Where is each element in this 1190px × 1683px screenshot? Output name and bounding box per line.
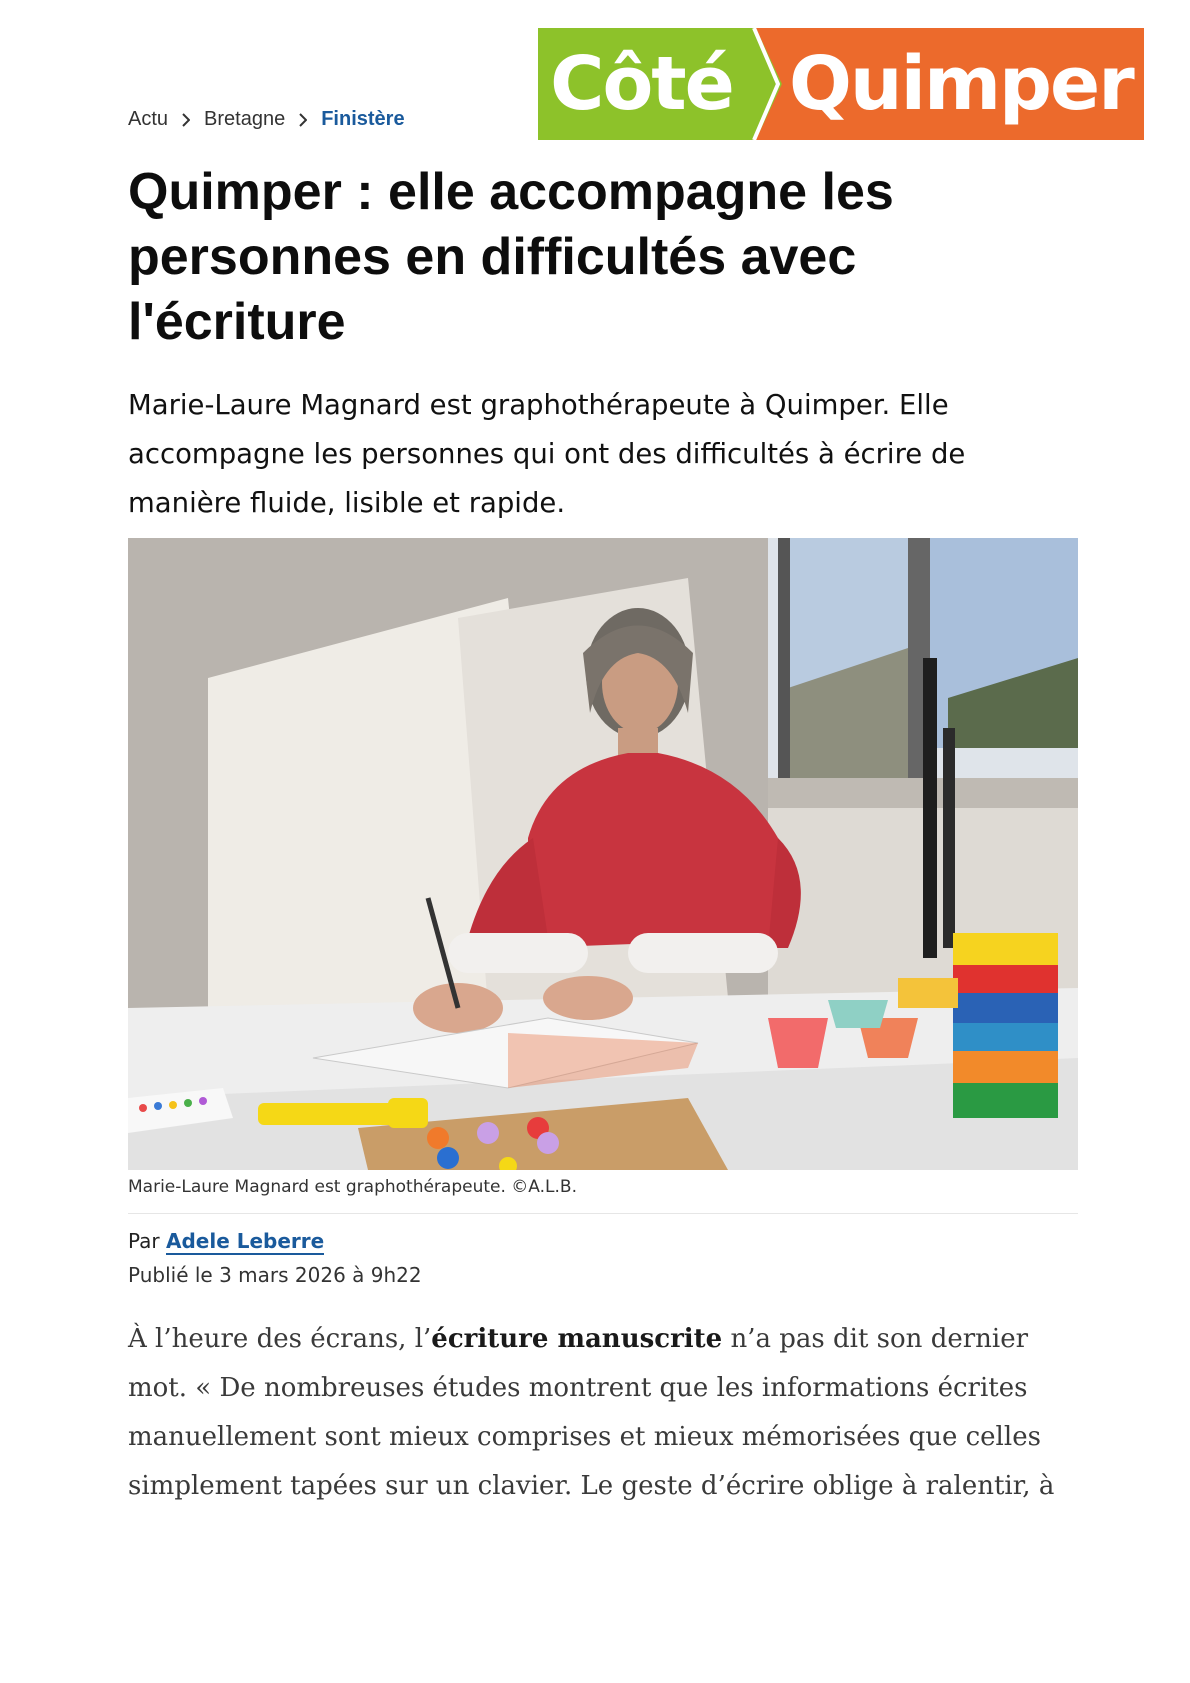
chevron-right-icon: [299, 113, 307, 127]
byline: [128, 1229, 324, 1253]
logo-cote: Côté: [538, 28, 753, 140]
site-logo[interactable]: [538, 28, 1144, 140]
breadcrumb-actu[interactable]: Actu: [128, 108, 169, 130]
article-body: [128, 1315, 1068, 1511]
body-text-bold: écriture manuscrite: [431, 1324, 723, 1354]
body-text-start: À l’heure des écrans, l’: [128, 1324, 432, 1354]
body-text-end: n’a pas dit son dernier mot. « De nombreuses études montrent que les informations écrites manuellement sont mieux comprises et mieux mémorisées que celles simplement tapées sur un clavier. Le geste d’écrire oblige à ralentir, à: [128, 1324, 1055, 1501]
byline-prefix: Par: [128, 1229, 160, 1253]
publish-date: Publié le 3 mars 2026 à 9h22: [128, 1263, 422, 1287]
photo-caption: Marie-Laure Magnard est graphothérapeute. ©A.L.B.: [128, 1177, 577, 1197]
logo-chevron-icon: [746, 28, 782, 140]
article-title: Quimper : elle accompagne les personnes en difficultés avec l'écriture: [128, 163, 894, 351]
chevron-right-icon: [182, 113, 190, 127]
breadcrumb-bretagne[interactable]: Bretagne: [204, 108, 286, 130]
article-lead: Marie-Laure Magnard est graphothérapeute à Quimper. Elle accompagne les personnes qui ont des difficultés à écrire de manière fluide, lisible et rapide.: [128, 389, 966, 519]
logo-quimper: Quimper: [753, 28, 1144, 140]
divider: [128, 1213, 1078, 1214]
article-photo: [128, 538, 1078, 1170]
author-link[interactable]: Adele Leberre: [166, 1229, 325, 1253]
breadcrumb: [128, 108, 405, 131]
breadcrumb-finistere[interactable]: Finistère: [321, 108, 405, 130]
photo-illustration: [128, 538, 1078, 1170]
